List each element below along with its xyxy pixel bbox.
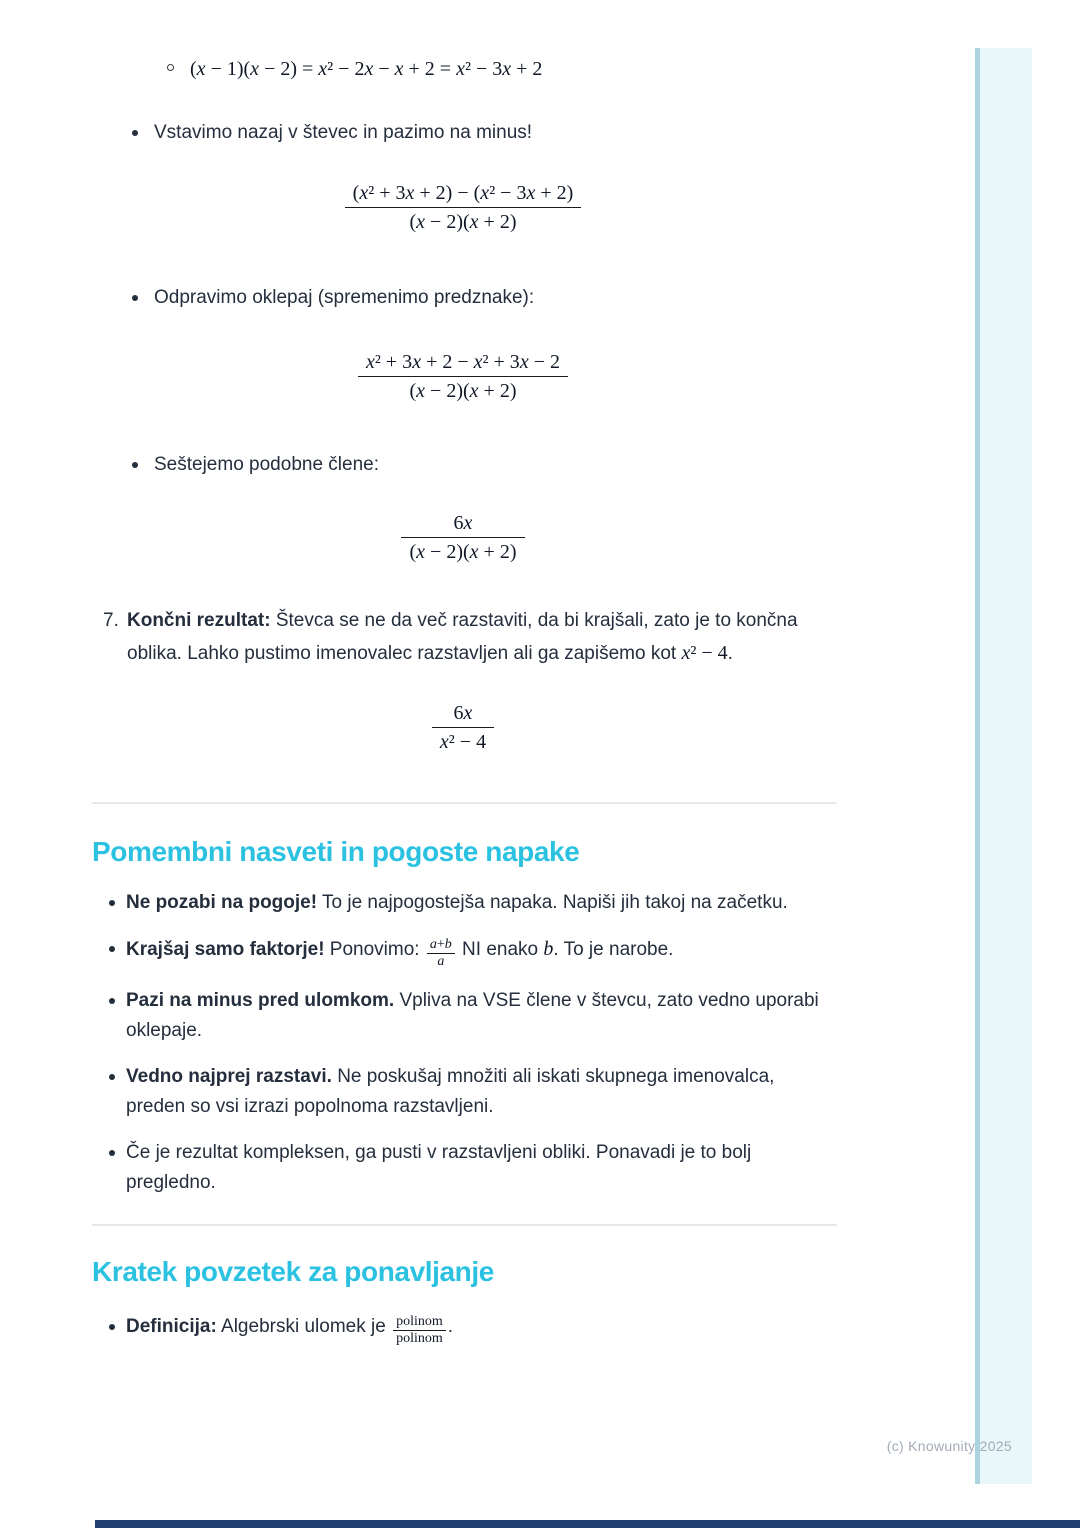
bullet-text: Seštejemo podobne člene: [154, 454, 379, 475]
bullet-sestejemo [92, 450, 834, 480]
inline-math: b [543, 938, 554, 960]
bullet-icon [109, 1150, 115, 1156]
tip-text: Ponovimo: [324, 939, 425, 960]
sub-bullet-expansion [92, 0, 834, 84]
tip-item [92, 1138, 834, 1198]
page-margin-strip [975, 48, 1032, 1484]
bullet-icon [132, 295, 138, 301]
tip-bold: Krajšaj samo faktorje! [126, 939, 325, 960]
hollow-bullet-icon [167, 64, 174, 71]
bullet-icon [109, 1074, 115, 1080]
tip-text: Vpliva na VSE člene v števcu, zato vedno uporabi oklepaje. [126, 990, 819, 1042]
inline-math: x² − 4 [681, 642, 728, 664]
bullet-icon [109, 998, 115, 1004]
tip-bold: Vedno najprej razstavi. [126, 1066, 332, 1088]
tip-text: . To je narobe. [553, 939, 674, 960]
item-lead-bold: Končni rezultat: [127, 610, 271, 631]
denominator: (x − 2)(x + 2) [401, 537, 524, 567]
tips-list [92, 888, 834, 1198]
document-page [92, 0, 834, 1363]
definition-text: . [447, 1316, 454, 1338]
bullet-text: Vstavimo nazaj v števec in pazimo na minus! [154, 122, 533, 143]
bullet-icon [132, 462, 138, 468]
inline-fraction [393, 1314, 446, 1347]
definition-item [92, 1312, 834, 1347]
tip-text: NI enako [456, 939, 544, 960]
numerator: (x² + 3x + 2) − (x² − 3x + 2) [352, 182, 574, 204]
denominator: x² − 4 [432, 727, 494, 757]
numerator: a+b [429, 936, 452, 952]
numerator: polinom [396, 1314, 443, 1329]
definition-bold: Definicija: [126, 1316, 217, 1338]
fraction-block-1 [92, 180, 834, 237]
expansion-formula: (x − 1)(x − 2) = x² − 2x − x + 2 = x² − 3x + 2 [190, 58, 543, 80]
section-heading-summary: Kratek povzetek za ponavljanje [92, 1256, 494, 1288]
tip-item [92, 1062, 834, 1122]
bullet-odpravimo [92, 283, 834, 313]
section-heading-tips: Pomembni nasveti in pogoste napake [92, 836, 580, 867]
bullet-icon [109, 900, 115, 906]
item-text: Števca se ne da več razstaviti, da bi krajšali, zato je to končna oblika. Lahko pustimo imenovalec razstavljen ali ga zapišemo kot [127, 610, 798, 664]
bullet-icon [132, 130, 138, 136]
tip-text: Ne poskušaj množiti ali iskati skupnega imenovalca, preden so vsi izrazi popolnoma razstavljeni. [126, 1066, 775, 1118]
fraction-block-4 [92, 700, 834, 757]
item-number: 7. [103, 610, 119, 631]
numbered-item-final-result [92, 605, 807, 670]
section-divider [92, 802, 837, 804]
inline-fraction [427, 937, 455, 970]
numerator: 6x [453, 512, 473, 534]
numerator: 6x [453, 702, 473, 724]
definition-text: Algebrski ulomek je [216, 1316, 392, 1338]
tip-bold: Ne pozabi na pogoje! [126, 892, 318, 913]
fraction-block-2 [92, 349, 834, 406]
tip-item [92, 986, 834, 1046]
copyright-text: (c) Knowunity 2025 [886, 1438, 1012, 1454]
bullet-vstavimo [92, 118, 834, 148]
bullet-icon [109, 1324, 115, 1330]
bullet-icon [109, 946, 115, 952]
denominator: a [427, 953, 455, 970]
denominator: polinom [393, 1330, 446, 1347]
bullet-text: Odpravimo oklepaj (spremenimo predznake): [154, 287, 535, 308]
denominator: (x − 2)(x + 2) [358, 376, 568, 406]
tip-text: Če je rezultat kompleksen, ga pusti v razstavljeni obliki. Ponavadi je to bolj pregledno. [126, 1142, 752, 1194]
bottom-accent-bar [95, 1520, 1080, 1528]
tip-item [92, 888, 834, 918]
section-divider [92, 1224, 837, 1226]
tip-text: To je najpogostejša napaka. Napiši jih takoj na začetku. [317, 892, 788, 913]
denominator: (x − 2)(x + 2) [345, 207, 582, 237]
fraction-block-3 [92, 510, 834, 567]
tip-item [92, 934, 834, 970]
item-period: . [727, 643, 733, 664]
tip-bold: Pazi na minus pred ulomkom. [126, 990, 395, 1012]
numerator: x² + 3x + 2 − x² + 3x − 2 [366, 351, 560, 373]
